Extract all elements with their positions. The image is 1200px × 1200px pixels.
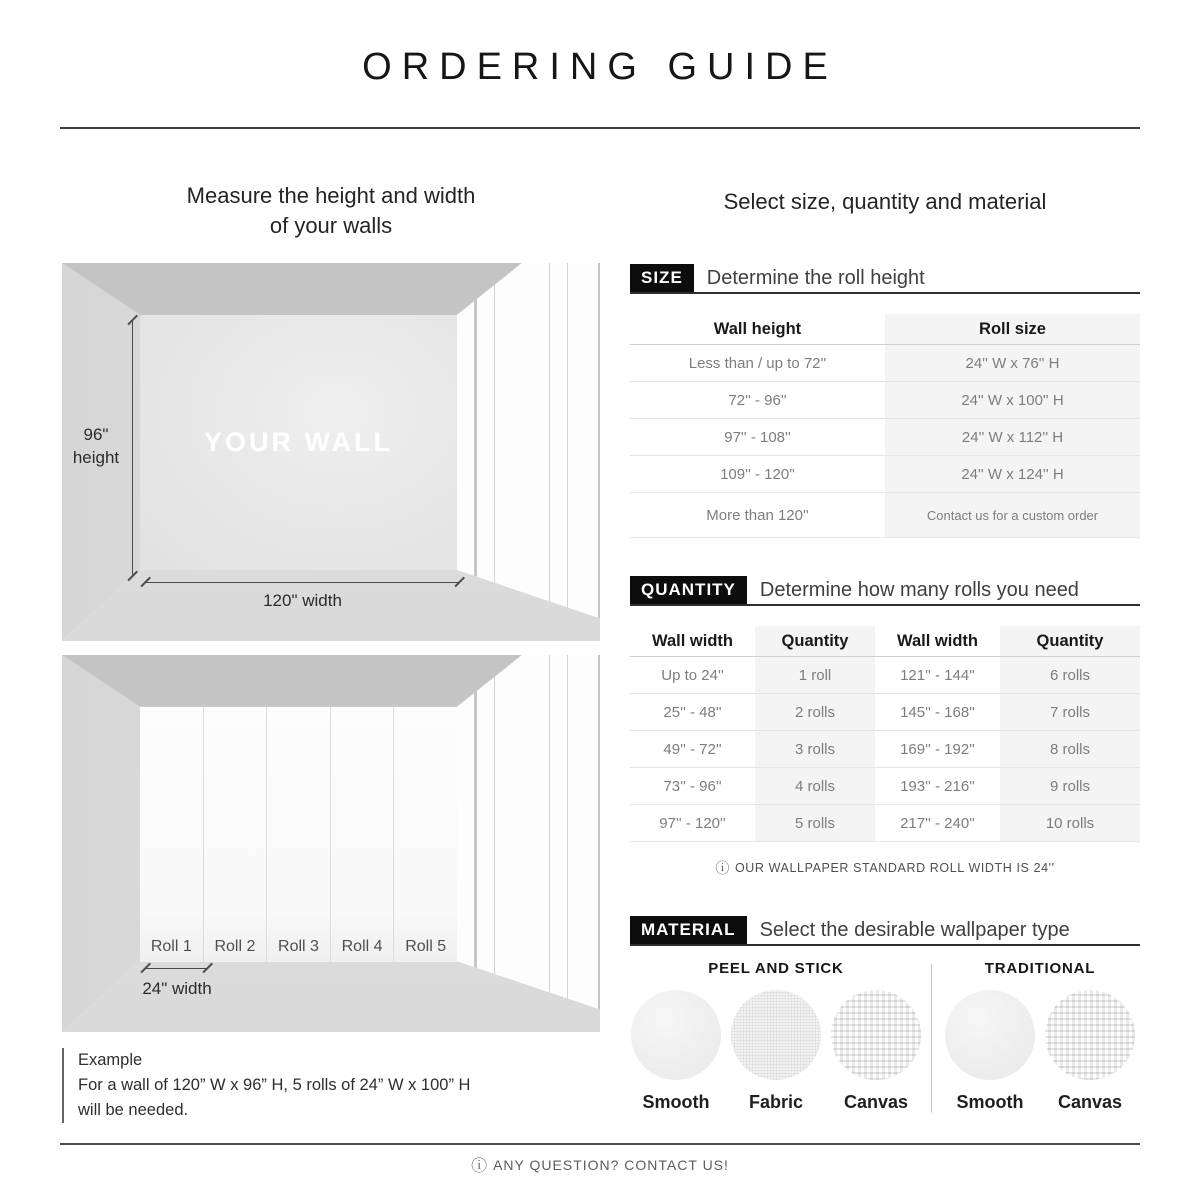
custom-order-cell[interactable]: Contact us for a custom order <box>885 493 1140 537</box>
size-table-row <box>630 456 1140 493</box>
wall-width-cell: 25'' - 48'' <box>663 703 722 721</box>
peel-and-stick-group <box>630 960 922 1113</box>
roll-label: Roll 5 <box>405 938 447 955</box>
traditional-heading: TRADITIONAL <box>984 960 1096 977</box>
traditional-swatches <box>944 990 1136 1113</box>
quantity-table-header <box>630 626 1140 657</box>
roll-panels <box>140 707 457 962</box>
wall-width-cell: 49'' - 72'' <box>663 740 722 758</box>
quantity-badge: QUANTITY <box>630 576 747 604</box>
width-label: 120" width <box>263 591 342 610</box>
wall-height-cell: 97'' - 108'' <box>724 428 791 446</box>
footer-divider <box>60 1143 1140 1145</box>
smooth-texture-swatch <box>945 990 1035 1080</box>
info-icon: ⓘ <box>471 1158 489 1175</box>
quantity-cell: 9 rolls <box>1000 768 1140 804</box>
wall-width-cell: 73'' - 96'' <box>663 777 722 795</box>
material-option-smooth[interactable] <box>630 990 722 1113</box>
size-table-row <box>630 345 1140 382</box>
material-section <box>630 916 1140 1113</box>
your-wall-surface <box>140 315 457 570</box>
size-col-roll-size: Roll size <box>885 314 1140 344</box>
example-line2: will be needed. <box>78 1101 189 1119</box>
example-line1: For a wall of 120” W x 96” H, 5 rolls of 24” W x 100” H <box>78 1076 471 1094</box>
wall-width-cell: 217'' - 240'' <box>900 814 975 832</box>
height-word: height <box>72 448 120 467</box>
select-heading: Select size, quantity and material <box>723 189 1047 214</box>
material-option-fabric[interactable] <box>730 990 822 1113</box>
smooth-texture-swatch <box>631 990 721 1080</box>
roll-size-cell: 24'' W x 124'' H <box>885 456 1140 492</box>
size-subtitle: Determine the roll height <box>706 266 925 289</box>
measure-heading-line1: Measure the height and width <box>186 183 476 208</box>
roll-width-label: 24" width <box>142 979 212 998</box>
window-frame-line <box>598 263 600 641</box>
canvas-texture-swatch <box>831 990 921 1080</box>
quantity-table-row <box>630 657 1140 694</box>
quantity-table-row <box>630 805 1140 842</box>
quantity-cell: 1 roll <box>755 657 875 693</box>
size-table <box>630 314 1140 538</box>
material-options <box>630 960 1140 1113</box>
qty-col-wall-width: Wall width <box>897 631 978 650</box>
wall-height-cell: 72'' - 96'' <box>728 391 787 409</box>
quantity-table-row <box>630 694 1140 731</box>
contact-us-text: ANY QUESTION? CONTACT US! <box>493 1157 729 1173</box>
quantity-section-head <box>630 576 1140 606</box>
room-illustration-rolls <box>62 655 600 1032</box>
canvas-texture-swatch <box>1045 990 1135 1080</box>
traditional-group <box>941 960 1139 1113</box>
window-frame-line <box>549 655 550 1032</box>
size-table-header <box>630 314 1140 345</box>
quantity-subtitle: Determine how many rolls you need <box>759 578 1079 601</box>
roll-label: Roll 4 <box>341 938 383 955</box>
roll-label: Roll 3 <box>278 938 319 955</box>
qty-col-wall-width: Wall width <box>652 631 733 650</box>
swatch-label: Fabric <box>748 1092 804 1112</box>
size-col-wall-height: Wall height <box>713 319 802 338</box>
window-frame-line <box>598 655 600 1032</box>
roll-width-note <box>630 858 1140 878</box>
roll-size-cell: 24'' W x 100'' H <box>885 382 1140 418</box>
example-title: Example <box>78 1051 143 1069</box>
window-frame-line <box>567 655 568 1032</box>
contact-us-link[interactable] <box>0 1153 1200 1176</box>
quantity-table-row <box>630 768 1140 805</box>
quantity-cell: 10 rolls <box>1000 805 1140 841</box>
height-value: 96" <box>83 425 109 444</box>
size-table-row <box>630 493 1140 538</box>
fabric-texture-swatch <box>731 990 821 1080</box>
material-option-smooth[interactable] <box>944 990 1036 1113</box>
quantity-table-row <box>630 731 1140 768</box>
peel-and-stick-heading: PEEL AND STICK <box>708 960 844 977</box>
swatch-label: Smooth <box>642 1092 710 1112</box>
wall-width-cell: 97'' - 120'' <box>659 814 726 832</box>
measure-heading-line2: of your walls <box>269 213 393 238</box>
window-frame-line <box>549 263 550 641</box>
size-badge: SIZE <box>630 264 694 292</box>
example-note <box>62 1048 598 1123</box>
quantity-cell: 6 rolls <box>1000 657 1140 693</box>
quantity-cell: 2 rolls <box>755 694 875 730</box>
page-title: ORDERING GUIDE <box>362 46 838 88</box>
window-frame-line <box>567 263 568 641</box>
wall-width-cell: 121'' - 144'' <box>900 666 975 684</box>
wall-height-cell: Less than / up to 72'' <box>688 354 827 372</box>
size-section <box>630 264 1140 538</box>
roll-panel-3 <box>267 707 331 962</box>
wall-height-cell: 109'' - 120'' <box>720 465 795 483</box>
material-group-divider <box>931 964 932 1113</box>
roll-size-cell: 24'' W x 112'' H <box>885 419 1140 455</box>
height-label <box>64 423 128 469</box>
quantity-section <box>630 576 1140 878</box>
header-divider <box>60 127 1140 129</box>
material-section-head <box>630 916 1140 946</box>
swatch-label: Smooth <box>956 1092 1024 1112</box>
material-option-canvas[interactable] <box>830 990 922 1113</box>
quantity-cell: 8 rolls <box>1000 731 1140 767</box>
material-option-canvas[interactable] <box>1044 990 1136 1113</box>
size-table-row <box>630 382 1140 419</box>
quantity-table <box>630 626 1140 842</box>
width-dimension-line <box>145 582 460 583</box>
peel-and-stick-swatches <box>630 990 922 1113</box>
quantity-cell: 3 rolls <box>755 731 875 767</box>
wall-width-cell: 145'' - 168'' <box>900 703 975 721</box>
roll-label: Roll 1 <box>150 938 192 955</box>
size-section-head <box>630 264 1140 294</box>
measure-heading <box>62 181 600 241</box>
roll-panel-1 <box>140 707 204 962</box>
your-wall-label: YOUR WALL <box>204 427 393 457</box>
roll-label: Roll 2 <box>214 938 256 955</box>
roll-panel-2 <box>204 707 268 962</box>
wall-width-cell: Up to 24'' <box>661 666 724 684</box>
qty-col-quantity: Quantity <box>755 626 875 656</box>
roll-panel-4 <box>331 707 395 962</box>
roll-width-dimension-line <box>145 968 208 969</box>
roll-panel-5 <box>394 707 457 962</box>
wall-height-cell: More than 120'' <box>706 506 809 524</box>
wall-width-cell: 169'' - 192'' <box>900 740 975 758</box>
roll-size-cell: 24'' W x 76'' H <box>885 345 1140 381</box>
qty-col-quantity: Quantity <box>1000 626 1140 656</box>
room-illustration-measure <box>62 263 600 641</box>
size-table-row <box>630 419 1140 456</box>
swatch-label: Canvas <box>1057 1092 1123 1112</box>
height-dimension-line <box>132 320 133 575</box>
roll-width-note-text: OUR WALLPAPER STANDARD ROLL WIDTH IS 24'' <box>734 861 1055 875</box>
quantity-cell: 7 rolls <box>1000 694 1140 730</box>
material-badge: MATERIAL <box>630 916 747 944</box>
quantity-cell: 4 rolls <box>755 768 875 804</box>
wall-width-cell: 193'' - 216'' <box>900 777 975 795</box>
swatch-label: Canvas <box>843 1092 909 1112</box>
material-subtitle: Select the desirable wallpaper type <box>759 918 1070 941</box>
quantity-cell: 5 rolls <box>755 805 875 841</box>
info-icon: ⓘ <box>715 860 730 876</box>
